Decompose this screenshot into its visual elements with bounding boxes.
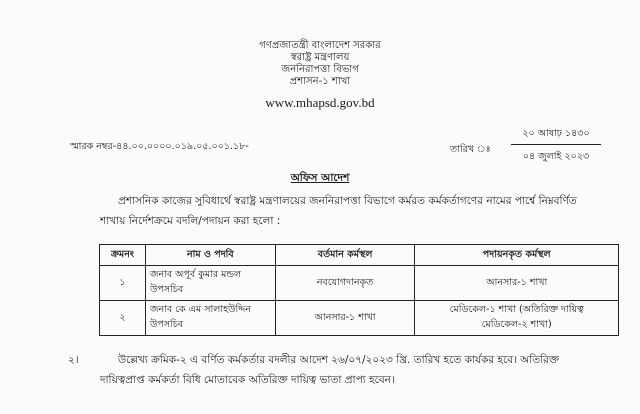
table-header-row <box>100 245 619 266</box>
intro-line-1: প্রশাসনিক কাজের সুবিধার্থে স্বরাষ্ট্র মন্ত্রণালয়ের জননিরাপত্তা বিভাগে কর্মরত কর্মকর্তাগণের নামের পার্শ্বে নিম্নবর্ণিত <box>118 195 577 207</box>
row-current-post: নবযোগদানকৃত <box>275 266 415 301</box>
row-current-post: আনসার-১ শাখা <box>275 301 415 336</box>
posting-table <box>99 244 619 336</box>
header-section: প্রশাসন-১ শাখা <box>289 76 351 87</box>
intro-line-2: শাখায় নির্দেশক্রমে বদলি/পদায়ন করা হলো : <box>100 215 281 227</box>
para2-number: ২। <box>68 354 79 366</box>
row-name: জনাব অপূর্ব কুমার মন্ডল <box>149 269 242 280</box>
header-current-post: বর্তমান কর্মস্থল <box>275 245 415 266</box>
row-new-post-line: আনসার-১ শাখা <box>486 276 548 288</box>
row-name-cell <box>145 266 275 301</box>
row-designation: উপসচিব <box>149 284 184 295</box>
row-name-cell <box>145 301 275 336</box>
header-ministry: স্বরাষ্ট্র মন্ত্রণালয় <box>290 52 350 63</box>
para2-line-1: উল্লেখ্য ক্রমিক-২ এ বর্ণিত কর্মকর্তার বদলীর আদেশ ২৬/০৭/২০২৩ খ্রি. তারিখ হতে কার্যকর হবে। অতিরিক্ত <box>118 354 560 366</box>
row-name: জনাব কে এম সালাহউদ্দিন <box>149 304 251 315</box>
date-label: তারিখ ঃ <box>450 144 491 155</box>
row-new-post-line-2: মেডিকেল-২ শাখা) <box>481 319 552 330</box>
header-name: নাম ও পদবি <box>145 245 275 266</box>
row-serial: ১ <box>100 266 146 301</box>
header-website: www.mhapsd.gov.bd <box>265 95 375 110</box>
row-new-post <box>415 301 619 336</box>
table-row <box>100 266 619 301</box>
row-new-post-line: মেডিকেল-১ শাখা (অতিরিক্ত দায়িত্ব <box>449 304 584 315</box>
row-designation: উপসচিব <box>149 319 184 330</box>
date-english: ০৪ জুলাই ২০২৩ <box>522 151 590 162</box>
memo-number: স্মারক নম্বর-৪৪.০০.০০০০.০১৯.০৫.০০১.১৮- <box>70 141 249 152</box>
table-row <box>100 301 619 336</box>
header-division: জননিরাপত্তা বিভাগ <box>281 64 359 75</box>
order-title: অফিস আদেশ <box>290 172 350 184</box>
header-serial: ক্রমনং <box>100 245 146 266</box>
row-new-post <box>415 266 619 301</box>
header-new-post: পদায়নকৃত কর্মস্থল <box>415 245 619 266</box>
date-bangla: ২০ আষাঢ় ১৪৩০ <box>511 127 601 145</box>
para2-line-2: দায়িত্বপ্রাপ্ত কর্মকর্তা বিধি মোতাবেক অতিরিক্ত দায়িত্ব ভাতা প্রাপ্য হবেন। <box>100 374 395 386</box>
header-government: গণপ্রজাতন্ত্রী বাংলাদেশ সরকার <box>259 40 381 51</box>
row-serial: ২ <box>100 301 146 336</box>
